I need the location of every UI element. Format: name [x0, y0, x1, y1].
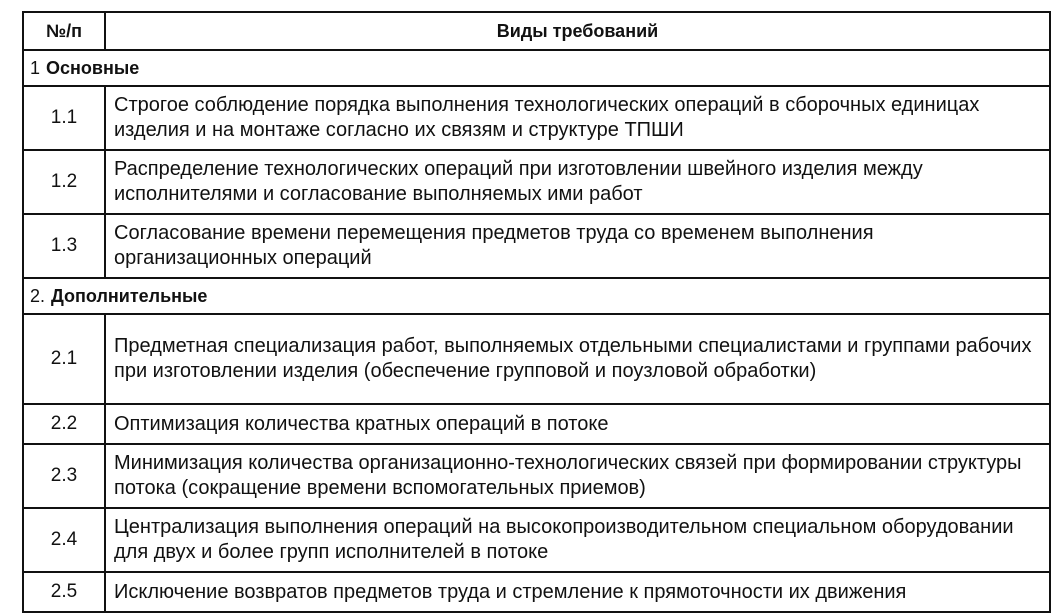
section-title: Дополнительные	[51, 285, 208, 306]
row-number: 1.3	[23, 214, 105, 278]
section-row-additional	[23, 278, 1050, 314]
row-number: 2.5	[23, 572, 105, 612]
table-row	[23, 214, 1050, 278]
row-number: 2.3	[23, 444, 105, 508]
table-row	[23, 572, 1050, 612]
table-row	[23, 508, 1050, 572]
row-text: Строгое соблюдение порядка выполнения технологических операций в сборочных единицах изделия и на монтаже согласно их связям и структуре ТПШИ	[105, 86, 1050, 150]
row-number: 2.1	[23, 314, 105, 404]
section-cell	[23, 278, 1050, 314]
row-number: 2.2	[23, 404, 105, 444]
row-text: Распределение технологических операций при изготовлении швейного изделия между исполнителями и согласование выполняемых ими работ	[105, 150, 1050, 214]
row-number: 2.4	[23, 508, 105, 572]
table-row	[23, 444, 1050, 508]
row-number: 1.1	[23, 86, 105, 150]
table-row	[23, 314, 1050, 404]
row-text: Оптимизация количества кратных операций в потоке	[105, 404, 1050, 444]
requirements-table-container	[22, 11, 1049, 613]
section-number: 1	[30, 57, 41, 78]
table-row	[23, 404, 1050, 444]
section-number: 2.	[30, 285, 46, 306]
section-title: Основные	[46, 57, 140, 78]
header-num: №/п	[23, 12, 105, 50]
requirements-table	[22, 11, 1051, 613]
row-number: 1.2	[23, 150, 105, 214]
table-row	[23, 86, 1050, 150]
table-row	[23, 150, 1050, 214]
section-row-main	[23, 50, 1050, 86]
row-text: Централизация выполнения операций на высокопроизводительном специальном оборудовании для двух и более групп исполнителей в потоке	[105, 508, 1050, 572]
row-text: Предметная специализация работ, выполняемых отдельными специалистами и группами рабочих при изготовлении изделия (обеспечение групповой и поузловой обработки)	[105, 314, 1050, 404]
section-cell	[23, 50, 1050, 86]
header-title: Виды требований	[105, 12, 1050, 50]
row-text: Минимизация количества организационно-технологических связей при формировании структуры потока (сокращение времени вспомогательных приемов)	[105, 444, 1050, 508]
row-text: Согласование времени перемещения предметов труда со временем выполнения организационных операций	[105, 214, 1050, 278]
header-row	[23, 12, 1050, 50]
row-text: Исключение возвратов предметов труда и стремление к прямоточности их движения	[105, 572, 1050, 612]
